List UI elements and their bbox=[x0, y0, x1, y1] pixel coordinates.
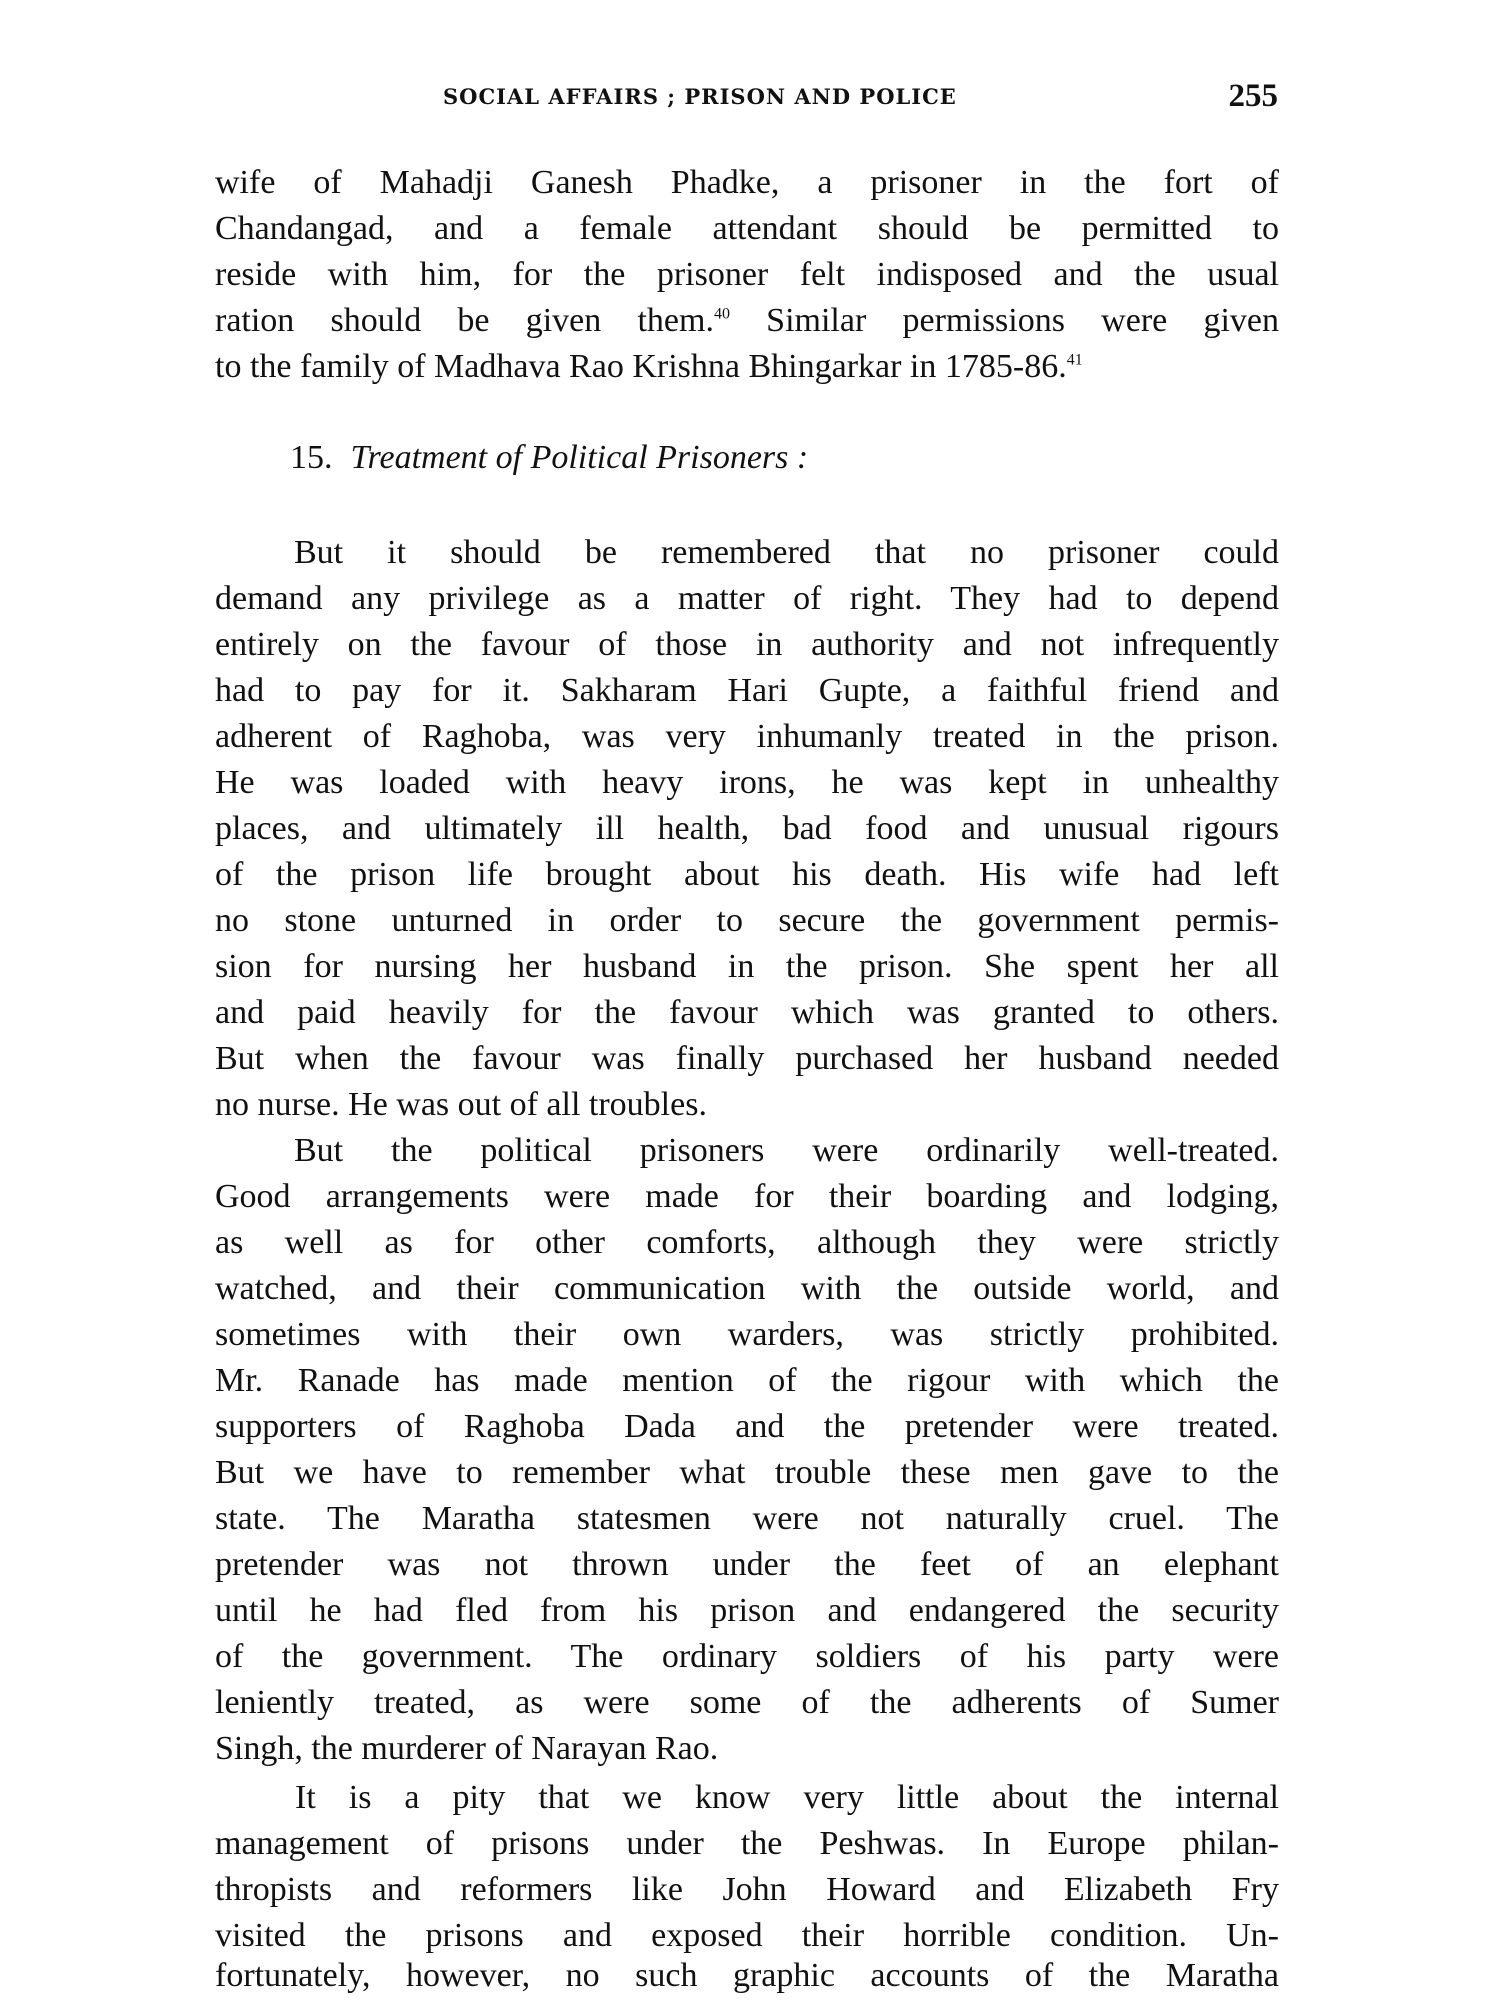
text-line: adherent of Raghoba, was very inhumanly treated in the prison. bbox=[215, 718, 1279, 755]
text-line: had to pay for it. Sakharam Hari Gupte, a faithful friend and bbox=[215, 672, 1279, 709]
section-heading bbox=[290, 438, 808, 478]
text-line: Good arrangements were made for their boarding and lodging, bbox=[215, 1178, 1279, 1215]
section-number: 15. bbox=[290, 439, 333, 476]
section-title: Treatment of Political Prisoners : bbox=[350, 439, 809, 476]
text-line: visited the prisons and exposed their horrible condition. Un- bbox=[215, 1917, 1279, 1954]
text-line: sion for nursing her husband in the prison. She spent her all bbox=[215, 948, 1279, 985]
text-line: pretender was not thrown under the feet of an elephant bbox=[215, 1546, 1279, 1583]
text-line: demand any privilege as a matter of right. They had to depend bbox=[215, 580, 1279, 617]
text-line: sometimes with their own warders, was strictly prohibited. bbox=[215, 1316, 1279, 1353]
running-title: SOCIAL AFFAIRS ; PRISON AND POLICE bbox=[443, 84, 957, 109]
text-line: places, and ultimately ill health, bad food and unusual rigours bbox=[215, 810, 1279, 847]
text-line: But it should be remembered that no prisoner could bbox=[294, 534, 1279, 571]
text-line-with-footnote bbox=[215, 347, 1279, 387]
text-fragment: Similar permissions were given bbox=[729, 302, 1279, 339]
running-header bbox=[215, 78, 1290, 118]
page-number: 255 bbox=[1228, 78, 1278, 114]
text-line: Singh, the murderer of Narayan Rao. bbox=[215, 1730, 719, 1767]
text-line: But when the favour was finally purchased her husband needed bbox=[215, 1040, 1279, 1077]
text-line: But we have to remember what trouble these men gave to the bbox=[215, 1454, 1279, 1491]
text-line: of the prison life brought about his death. His wife had left bbox=[215, 856, 1279, 893]
text-line: as well as for other comforts, although they were strictly bbox=[215, 1224, 1279, 1261]
text-line: of the government. The ordinary soldiers of his party were bbox=[215, 1638, 1279, 1675]
text-fragment: to the family of Madhava Rao Krishna Bhingarkar in 1785-86. bbox=[215, 348, 1067, 385]
footnote-marker: 40 bbox=[713, 305, 730, 323]
text-line: watched, and their communication with the outside world, and bbox=[215, 1270, 1279, 1307]
text-line: It is a pity that we know very little about the internal bbox=[295, 1779, 1279, 1816]
text-line: He was loaded with heavy irons, he was kept in unhealthy bbox=[215, 764, 1279, 801]
text-line: until he had fled from his prison and endangered the security bbox=[215, 1592, 1279, 1629]
text-line: leniently treated, as were some of the adherents of Sumer bbox=[215, 1684, 1279, 1721]
text-line-with-footnote bbox=[215, 301, 1279, 341]
text-line: state. The Maratha statesmen were not naturally cruel. The bbox=[215, 1500, 1279, 1537]
text-line: thropists and reformers like John Howard and Elizabeth Fry bbox=[215, 1871, 1279, 1908]
text-line: supporters of Raghoba Dada and the pretender were treated. bbox=[215, 1408, 1279, 1445]
text-line: entirely on the favour of those in authority and not infrequently bbox=[215, 626, 1279, 663]
text-line: Mr. Ranade has made mention of the rigour with which the bbox=[215, 1362, 1279, 1399]
text-line: Chandangad, and a female attendant should be permitted to bbox=[215, 210, 1279, 247]
text-line: management of prisons under the Peshwas. In Europe philan- bbox=[215, 1825, 1279, 1862]
text-fragment: ration should be given them. bbox=[215, 302, 714, 339]
text-line: reside with him, for the prisoner felt indisposed and the usual bbox=[215, 256, 1279, 293]
text-line: and paid heavily for the favour which was granted to others. bbox=[215, 994, 1279, 1031]
text-line: fortunately, however, no such graphic accounts of the Maratha bbox=[215, 1957, 1279, 1994]
text-line: no stone unturned in order to secure the government permis- bbox=[215, 902, 1279, 939]
footnote-marker: 41 bbox=[1066, 351, 1083, 369]
text-line: no nurse. He was out of all troubles. bbox=[215, 1086, 707, 1123]
text-line: wife of Mahadji Ganesh Phadke, a prisoner in the fort of bbox=[215, 164, 1279, 201]
text-line: But the political prisoners were ordinarily well-treated. bbox=[294, 1132, 1279, 1169]
